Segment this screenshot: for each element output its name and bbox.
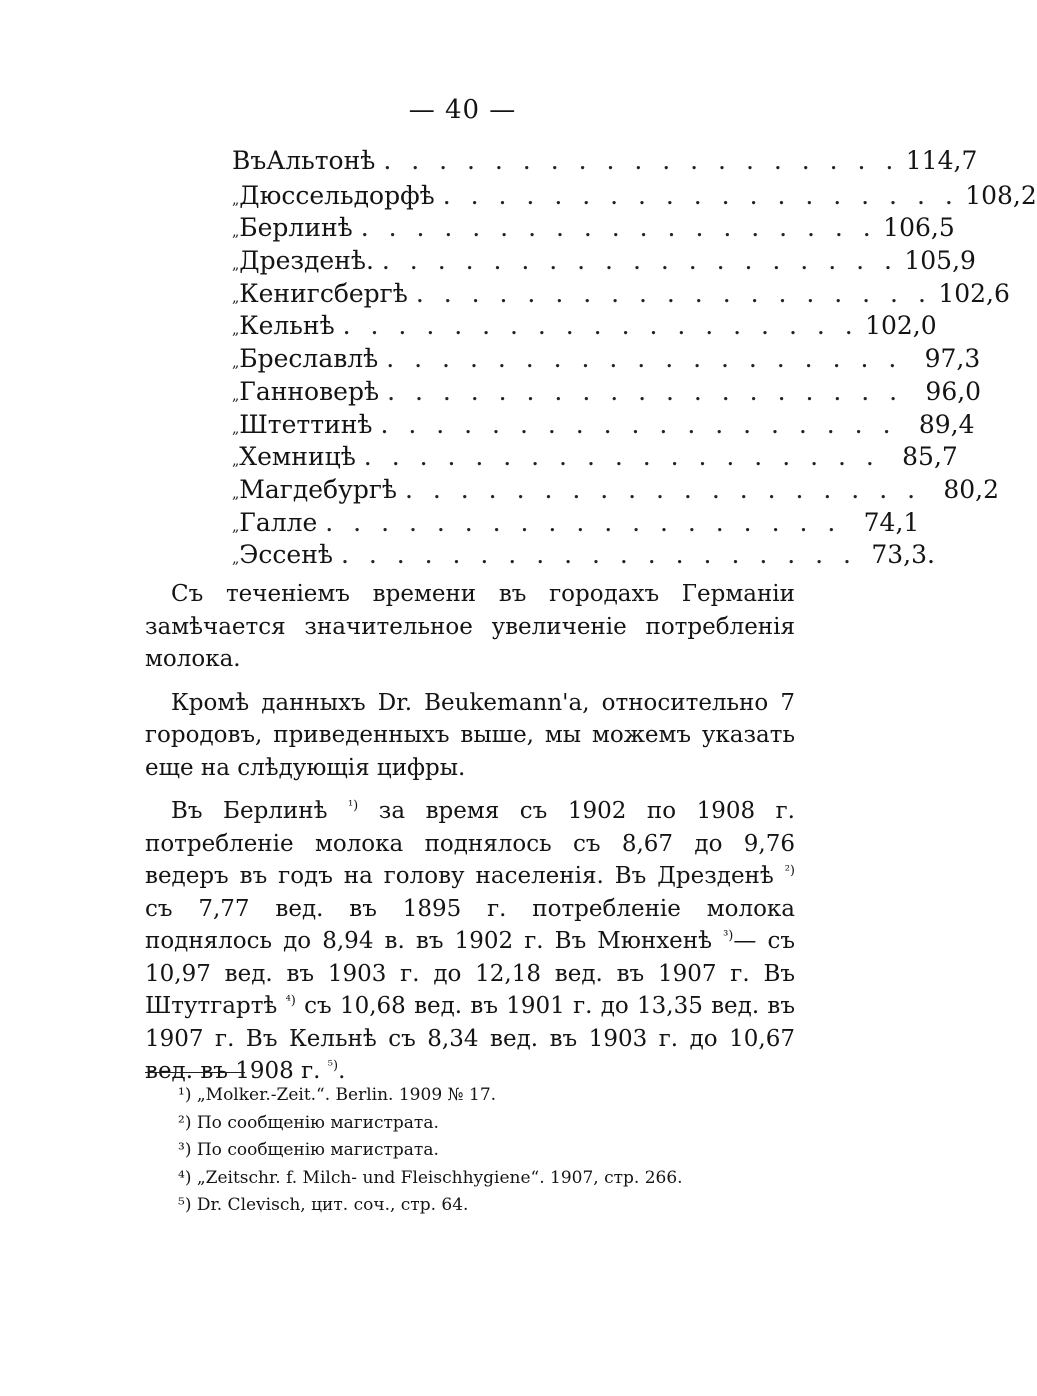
consumption-value: 73,3. bbox=[871, 540, 935, 570]
ditto-mark: „ bbox=[232, 453, 240, 470]
leader-dots: . . . . . . . . . . . . . . . . . . . bbox=[340, 540, 857, 570]
table-row bbox=[232, 472, 1000, 505]
consumption-value: 97,3 bbox=[924, 344, 981, 374]
text-run: — съ 10,97 вед. въ 1903 г. до 12,18 вед. въ 1907 г. Въ Штутгартѣ bbox=[145, 928, 796, 1019]
table-row bbox=[232, 537, 935, 570]
footnote-mark: ⁵) bbox=[178, 1195, 192, 1215]
table-row bbox=[232, 374, 982, 407]
city-name: Кенигсбергѣ bbox=[239, 278, 408, 308]
city-consumption-table bbox=[232, 145, 1037, 570]
footnote-text: „Molker.-Zeit.“. Berlin. 1909 № 17. bbox=[196, 1085, 497, 1105]
consumption-value: 108,2 bbox=[965, 180, 1037, 210]
table-row bbox=[232, 407, 975, 440]
table-row bbox=[232, 308, 937, 341]
ditto-mark: „ bbox=[232, 322, 240, 339]
consumption-value: 85,7 bbox=[902, 442, 958, 472]
footnote-text: По сообщенію магистрата. bbox=[196, 1140, 439, 1160]
leader-dots: . . . . . . . . . . . . . . . . . . . bbox=[387, 376, 904, 406]
footnote-mark: ²) bbox=[178, 1112, 192, 1133]
consumption-value: 80,2 bbox=[943, 474, 1000, 504]
ditto-mark: „ bbox=[232, 518, 240, 535]
footnote bbox=[178, 1165, 798, 1193]
footnote-ref[interactable]: ³) bbox=[723, 928, 734, 944]
ditto-mark: „ bbox=[232, 420, 240, 437]
table-row bbox=[232, 505, 920, 538]
footnote-ref[interactable]: ⁵) bbox=[327, 1058, 339, 1074]
city-name: Эссенѣ bbox=[239, 540, 333, 570]
footnote-mark: ¹) bbox=[178, 1085, 192, 1105]
city-name: Бреславлѣ bbox=[239, 344, 379, 374]
table-row bbox=[232, 439, 958, 472]
ditto-mark: „ bbox=[232, 191, 240, 208]
leader-dots: . . . . . . . . . . . . . . . . . . . bbox=[415, 278, 932, 308]
consumption-value: 114,7 bbox=[905, 146, 978, 175]
footnote-text: „Zeitschr. f. Milch- und Fleischhygiene“. 1907, стр. 266. bbox=[196, 1167, 683, 1188]
consumption-value: 102,0 bbox=[865, 311, 937, 341]
consumption-value: 105,9 bbox=[904, 246, 976, 276]
paragraph-city-figures bbox=[145, 795, 795, 1088]
city-name: Ганноверѣ bbox=[239, 376, 380, 406]
footnote-text: Dr. Clevisch, цит. соч., стр. 64. bbox=[196, 1195, 469, 1215]
ditto-mark: „ bbox=[232, 224, 240, 241]
city-name: Дюссельдорфѣ bbox=[239, 180, 435, 210]
consumption-value: 106,5 bbox=[883, 213, 955, 243]
consumption-value: 96,0 bbox=[925, 376, 982, 406]
footnotes bbox=[178, 1082, 798, 1220]
footnote-text: По сообщенію магистрата. bbox=[196, 1112, 439, 1133]
city-name: Галле bbox=[239, 507, 318, 537]
table-row bbox=[232, 341, 981, 374]
city-name: Берлинѣ bbox=[239, 213, 353, 243]
ditto-mark: „ bbox=[232, 257, 240, 274]
table-row bbox=[232, 243, 976, 276]
consumption-value: 102,6 bbox=[938, 278, 1010, 308]
city-name: Хемницѣ bbox=[239, 442, 356, 472]
table-row bbox=[232, 178, 1037, 211]
city-name: Магдебургѣ bbox=[239, 474, 397, 504]
city-name: Дрезденѣ. bbox=[239, 246, 374, 276]
table-row bbox=[232, 145, 978, 178]
ditto-mark: „ bbox=[232, 289, 240, 306]
row-prefix: Въ bbox=[232, 146, 267, 175]
paragraph-trend: Съ теченіемъ времени въ городахъ Германіи замѣчается значительное увеличеніе потребленія молока. bbox=[145, 581, 795, 672]
footnote bbox=[178, 1137, 798, 1165]
text-run: съ 7,77 вед. въ 1895 г. потребленіе молока поднялось до 8,94 в. въ 1902 г. Въ Мюнхенѣ bbox=[145, 895, 795, 954]
ditto-mark: „ bbox=[232, 551, 240, 568]
leader-dots: . . . . . . . . . . . . . . . . . . . bbox=[381, 246, 898, 276]
footnote-ref[interactable]: ¹) bbox=[347, 798, 359, 814]
leader-dots: . . . . . . . . . . . . . . . . . . . bbox=[380, 409, 897, 439]
city-name: Кельнѣ bbox=[239, 311, 335, 341]
body-text bbox=[145, 578, 795, 1099]
leader-dots: . . . . . . . . . . . . . . . . . . . bbox=[342, 311, 859, 341]
footnote bbox=[178, 1192, 798, 1220]
ditto-mark: „ bbox=[232, 355, 240, 372]
leader-dots: . . . . . . . . . . . . . . . . . . . bbox=[383, 146, 900, 175]
text-run: за время съ 1902 по 1908 г. потребленіе молока поднялось съ 8,67 до 9,76 ведеръ въ годъ на голову населенія. Въ Дрезденѣ bbox=[145, 798, 795, 889]
table-row bbox=[232, 276, 1010, 309]
text-run: съ 10,68 вед. въ 1901 г. до 13,35 вед. въ 1907 г. Въ Кельнѣ съ 8,34 вед. въ 1903 г. до 10,67 вед. въ 1908 г. bbox=[145, 993, 796, 1084]
table-row bbox=[232, 210, 955, 243]
leader-dots: . . . . . . . . . . . . . . . . . . . bbox=[363, 442, 880, 472]
city-name: Альтонѣ bbox=[266, 146, 376, 175]
leader-dots: . . . . . . . . . . . . . . . . . . . bbox=[386, 344, 903, 374]
footnote-ref[interactable]: ²) bbox=[784, 863, 796, 879]
footnote-divider bbox=[145, 1072, 245, 1073]
paragraph-beukemann: Кромѣ данныхъ Dr. Beukemann'а, относительно 7 городовъ, приведенныхъ выше, мы можемъ указать еще на слѣдующія цифры. bbox=[145, 689, 795, 781]
leader-dots: . . . . . . . . . . . . . . . . . . . bbox=[442, 180, 959, 210]
consumption-value: 74,1 bbox=[863, 507, 920, 537]
city-name: Штеттинѣ bbox=[239, 409, 373, 439]
text-run: Въ Берлинѣ bbox=[171, 798, 328, 824]
leader-dots: . . . . . . . . . . . . . . . . . . . bbox=[360, 213, 877, 243]
footnote-mark: ³) bbox=[178, 1140, 192, 1160]
ditto-mark: „ bbox=[232, 387, 240, 404]
footnote-ref[interactable]: ⁴) bbox=[285, 993, 296, 1009]
leader-dots: . . . . . . . . . . . . . . . . . . . bbox=[325, 507, 842, 537]
footnote-mark: ⁴) bbox=[178, 1167, 192, 1188]
leader-dots: . . . . . . . . . . . . . . . . . . . bbox=[405, 474, 922, 504]
footnote bbox=[178, 1082, 798, 1110]
consumption-value: 89,4 bbox=[918, 409, 975, 439]
text-run: . bbox=[338, 1058, 346, 1084]
page-number: — 40 — bbox=[408, 95, 517, 125]
ditto-mark: „ bbox=[232, 485, 240, 502]
footnote bbox=[178, 1110, 798, 1138]
